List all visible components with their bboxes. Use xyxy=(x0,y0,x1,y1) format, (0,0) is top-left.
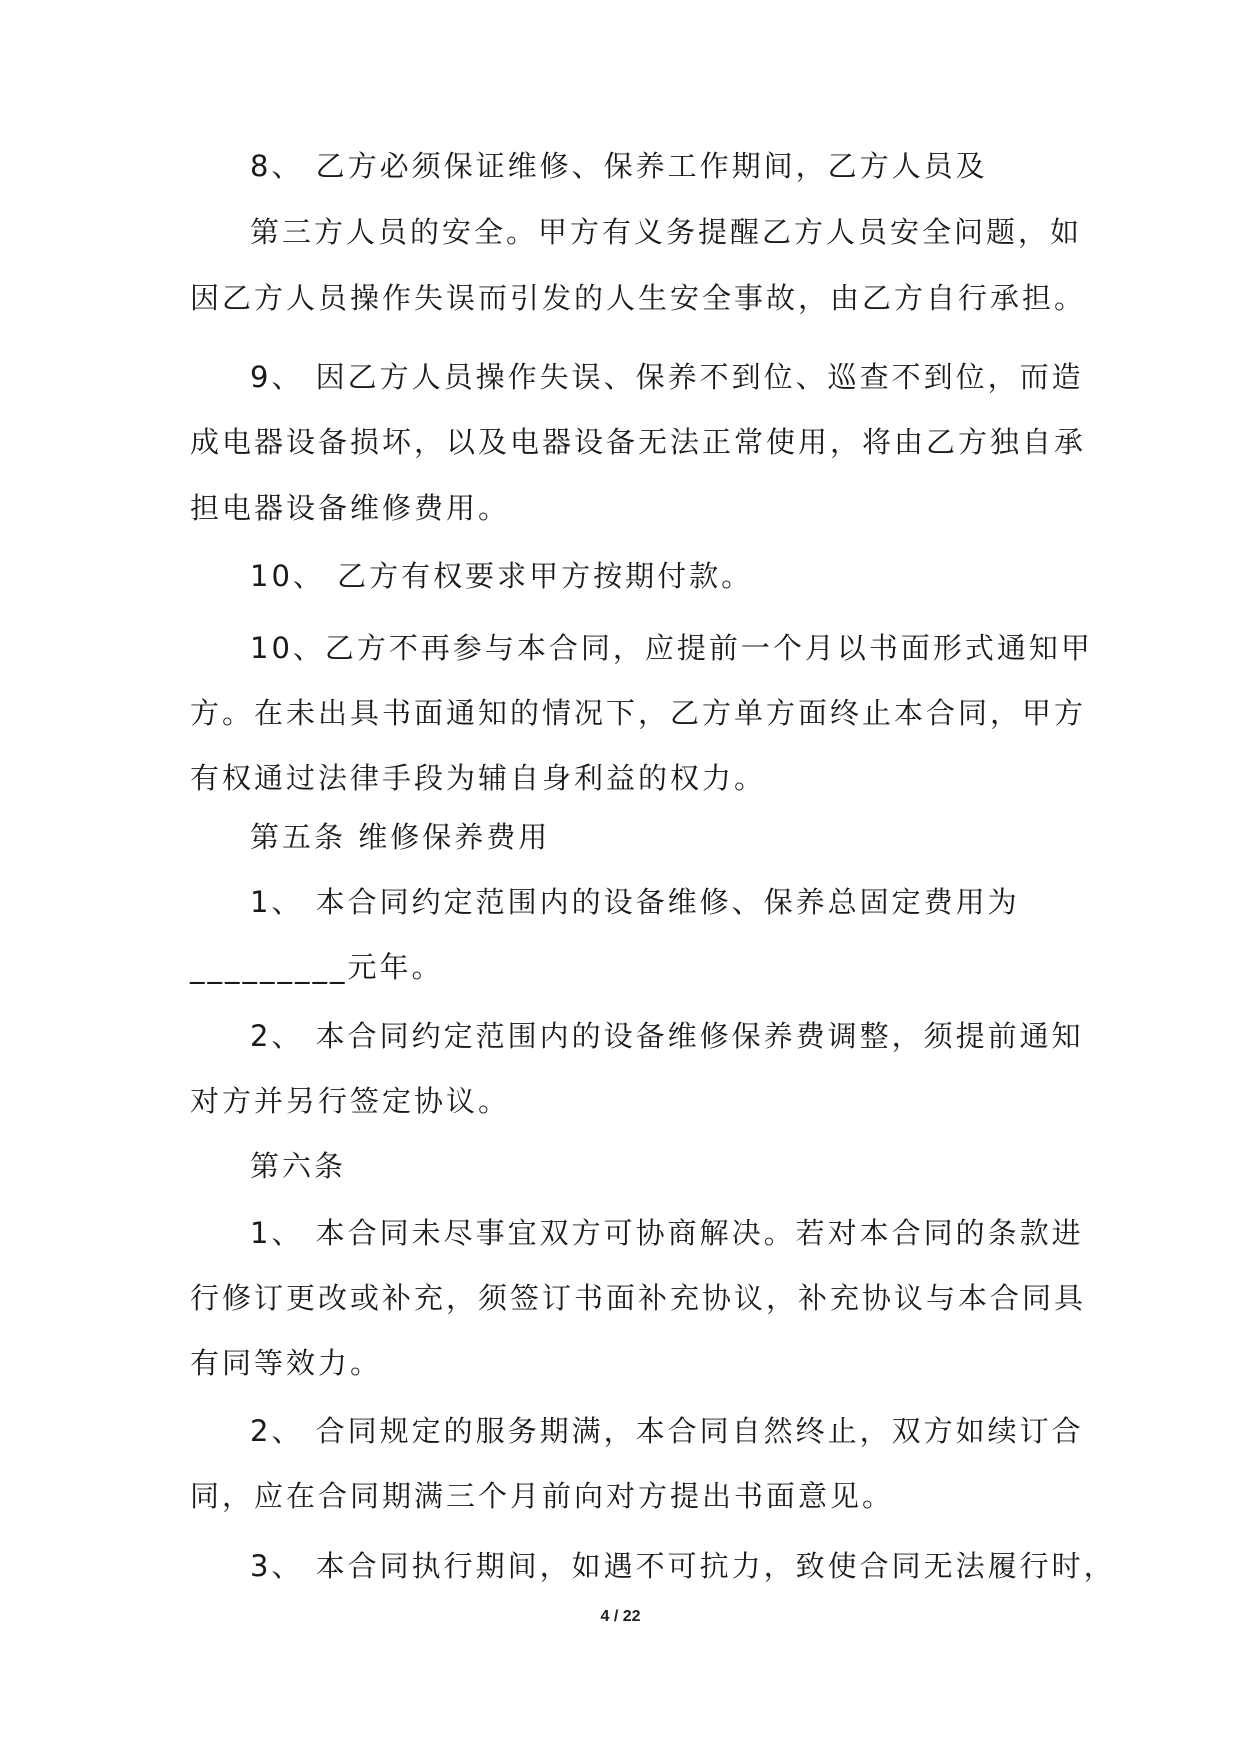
text-line: 担电器设备维修费用。 xyxy=(190,491,511,525)
text-line: 第三方人员的安全。甲方有义务提醒乙方人员安全问题，如 xyxy=(250,215,1083,249)
text-line: 2、 合同规定的服务期满，本合同自然终止，双方如续订合 xyxy=(250,1414,1084,1448)
text-line: 3、 本合同执行期间，如遇不可抗力，致使合同无法履行时， xyxy=(250,1549,1116,1583)
text-line: 有权通过法律手段为辅自身利益的权力。 xyxy=(190,761,767,795)
text-line: 因乙方人员操作失误而引发的人生安全事故，由乙方自行承担。 xyxy=(190,281,1087,315)
text-line: 1、 本合同未尽事宜双方可协商解决。若对本合同的条款进 xyxy=(250,1216,1084,1250)
text-line: 行修订更改或补充，须签订书面补充协议，补充协议与本合同具 xyxy=(190,1281,1087,1315)
text-line: 2、 本合同约定范围内的设备维修保养费调整，须提前通知 xyxy=(250,1019,1084,1053)
text-line: 有同等效力。 xyxy=(190,1346,383,1380)
text-line: 8、 乙方必须保证维修、保养工作期间，乙方人员及 xyxy=(250,149,988,183)
text-line: 成电器设备损坏，以及电器设备无法正常使用，将由乙方独自承 xyxy=(190,425,1087,459)
text-line: _________元年。 xyxy=(190,950,444,984)
text-line: 方。在未出具书面通知的情况下，乙方单方面终止本合同，甲方 xyxy=(190,696,1087,730)
section-heading: 第五条 维修保养费用 xyxy=(250,820,551,854)
text-line: 10、乙方不再参与本合同，应提前一个月以书面形式通知甲 xyxy=(250,631,1093,665)
text-line: 对方并另行签定协议。 xyxy=(190,1084,511,1118)
text-line: 1、 本合同约定范围内的设备维修、保养总固定费用为 xyxy=(250,885,1020,919)
page-number: 4 / 22 xyxy=(600,1608,641,1625)
section-heading: 第六条 xyxy=(250,1149,347,1183)
text-line: 10、 乙方有权要求甲方按期付款。 xyxy=(250,559,754,593)
text-line: 9、 因乙方人员操作失误、保养不到位、巡查不到位，而造 xyxy=(250,360,1084,394)
text-line: 同，应在合同期满三个月前向对方提出书面意见。 xyxy=(190,1479,895,1513)
